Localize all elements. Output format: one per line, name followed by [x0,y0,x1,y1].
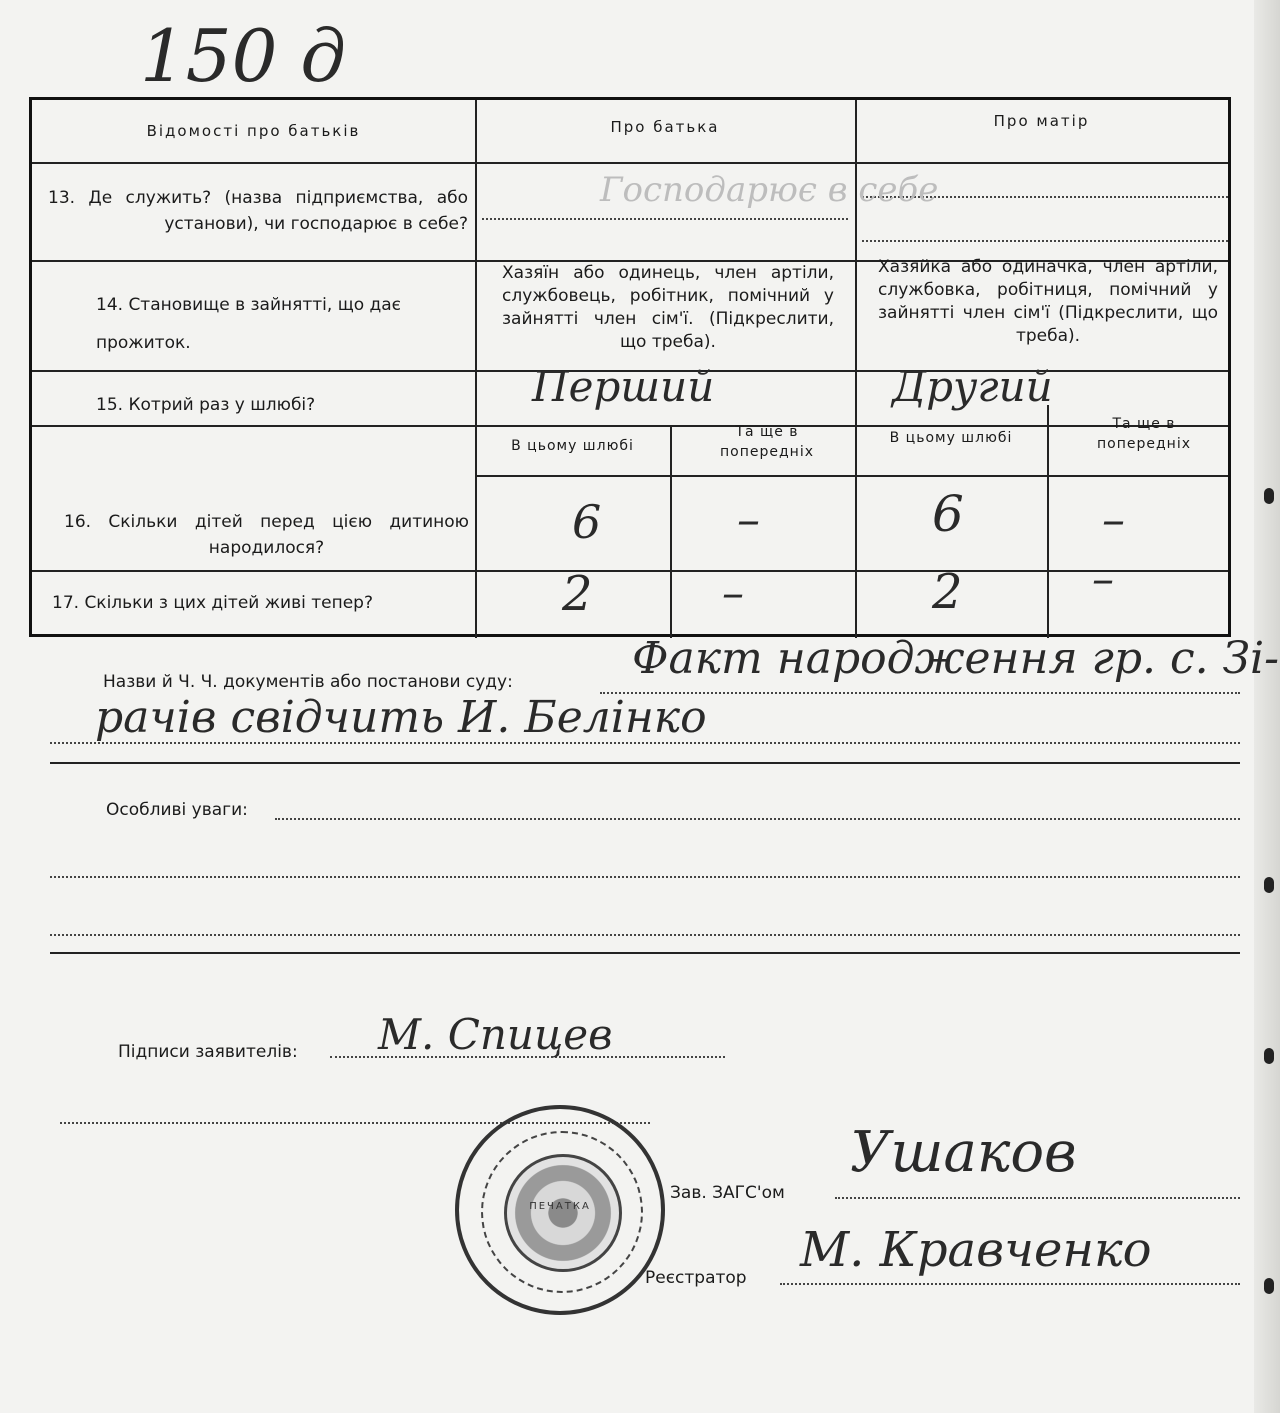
documents-value-2: рачів свідчить И. Белінко [95,692,707,743]
answer-line [862,240,1228,242]
binding-hole [1264,1048,1274,1064]
notes-label: Особливі уваги: [106,800,248,820]
answer-line [482,218,848,220]
col-divider [475,100,477,638]
col-divider [1047,405,1049,638]
row-divider [475,475,1228,477]
header-mother: Про матір [993,112,1090,130]
row-17-mother-previous: – [1092,554,1114,605]
row-16-mother-previous: – [1102,492,1125,546]
section-divider [50,762,1240,764]
row-16-father-this: 6 [572,495,602,549]
row-16-label: 16. Скільки дітей перед цією дитиною народилося? [64,512,469,558]
row-13-father-answer: Господарює в себе [600,170,939,210]
head-signature: Ушаков [850,1120,1077,1185]
row-13-label: 13. Де служить? (назва підприємства, або установи), чи господарює в себе? [48,188,468,234]
row-divider [32,570,1228,572]
binding-hole [1264,488,1274,504]
row-17-mother-this: 2 [932,564,963,620]
subheader-mother-this: В цьому шлюбі [889,430,1013,446]
row-16-father-previous: – [737,492,760,546]
documents-label: Назви й Ч. Ч. документів або постанови суду: [103,672,513,692]
row-17-father-previous: – [722,568,744,619]
registrar-line [780,1283,1240,1285]
subheader-father-previous: Та ще в попередніх [720,424,814,460]
documents-value-1: Факт народження гр. с. Зі- [632,633,1279,684]
row-15-mother-answer: Другий [892,362,1053,411]
header-father: Про батька [610,118,720,136]
applicants-signature: М. Спицев [378,1010,613,1059]
head-line [835,1197,1240,1199]
registrar-signature: М. Кравченко [800,1222,1152,1278]
section-divider [50,952,1240,954]
stamp-emblem [504,1154,622,1272]
applicants-label: Підписи заявителів: [118,1042,298,1062]
notes-line [50,876,1240,878]
registrar-label: Реєстратор [645,1268,747,1288]
parents-info-table [29,97,1231,637]
row-14-label: 14. Становище в зайнятті, що дає прожиток. [96,295,402,353]
row-divider [32,162,1228,164]
binding-hole [1264,877,1274,893]
header-info: Відомості про батьків [146,122,361,140]
page-edge [1254,0,1280,1413]
row-divider [32,425,1228,427]
row-15-father-answer: Перший [532,362,715,411]
official-stamp [455,1105,665,1315]
binding-hole [1264,1278,1274,1294]
row-15-label: 15. Котрий раз у шлюбі? [96,395,316,415]
head-label: Зав. ЗАГС'ом [670,1183,785,1203]
row-17-label: 17. Скільки з цих дітей живі тепер? [52,593,373,613]
notes-line [275,818,1240,820]
row-17-father-this: 2 [562,566,593,622]
corner-note: 150 д [140,14,346,98]
subheader-mother-previous: Та ще в попередніх [1097,416,1191,452]
row-14-father-options: Хазяїн або одинець, член артіли, службовець, робітник, помічний у зайнятті член сім'ї. (Підкреслити, що треба). [502,263,834,352]
col-divider [670,425,672,638]
row-16-mother-this: 6 [932,485,964,543]
subheader-father-this: В цьому шлюбі [511,438,634,454]
notes-line [50,934,1240,936]
stamp-text: ПЕЧАТКА [529,1201,591,1212]
row-14-mother-options: Хазяйка або одиначка, член артіли, службовка, робітниця, помічний у зайнятті член сім'ї (Підкреслити, що треба). [878,257,1218,346]
